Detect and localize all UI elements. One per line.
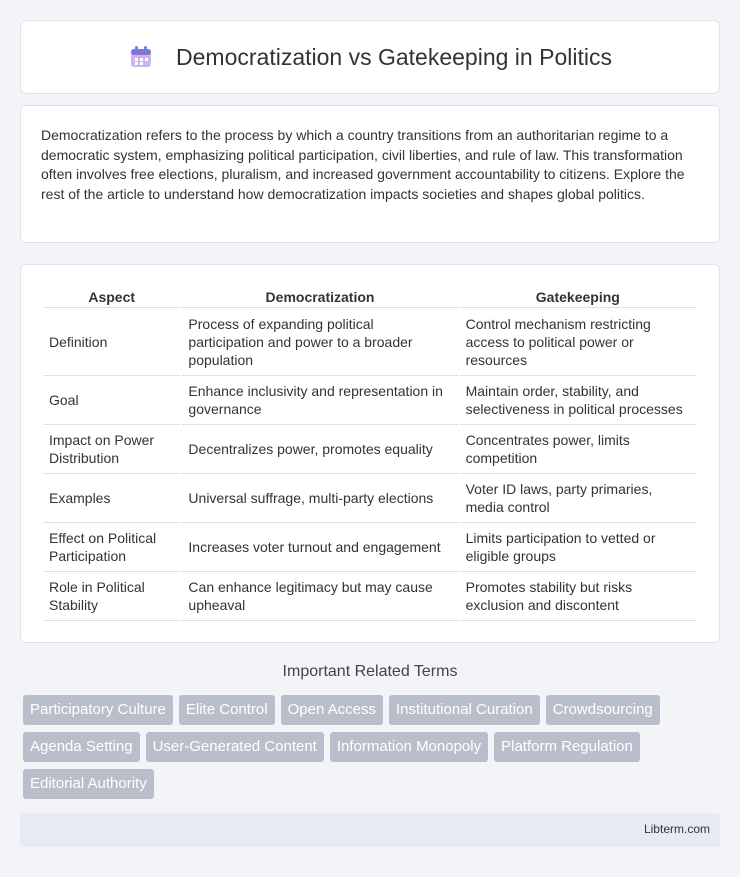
intro-text: Democratization refers to the process by which a country transitions from an authoritarian regime to a democratic system, emphasizing political participation, civil liberties, and rule of law. This transformation often involves free elections, pluralism, and increased government accountability to citizens. Explore the rest of the article to understand how democratization impacts societies and shapes global politics. (41, 127, 685, 202)
cell-aspect: Role in Political Stability (43, 572, 180, 621)
table-row (43, 572, 696, 621)
page-title: Democratization vs Gatekeeping in Politics (176, 43, 612, 70)
cell-gatekeeping: Concentrates power, limits competition (460, 425, 696, 474)
header-democratization: Democratization (182, 285, 457, 308)
cell-democratization: Decentralizes power, promotes equality (182, 425, 457, 474)
table-row (43, 523, 696, 572)
tag-editorial-authority[interactable]: Editorial Authority (23, 769, 154, 799)
cell-democratization: Increases voter turnout and engagement (182, 523, 457, 572)
cell-aspect: Goal (43, 376, 180, 425)
tag-agenda-setting[interactable]: Agenda Setting (23, 732, 140, 762)
table-row (43, 308, 696, 376)
comparison-table-card (20, 264, 720, 643)
cell-aspect: Examples (43, 474, 180, 523)
tag-open-access[interactable]: Open Access (281, 695, 383, 725)
table-row (43, 425, 696, 474)
tag-information-monopoly[interactable]: Information Monopoly (330, 732, 488, 762)
related-terms-title: Important Related Terms (282, 663, 458, 680)
cell-gatekeeping: Maintain order, stability, and selectiveness in political processes (460, 376, 696, 425)
header-gatekeeping: Gatekeeping (460, 285, 696, 308)
cell-aspect: Definition (43, 308, 180, 376)
tag-institutional-curation[interactable]: Institutional Curation (389, 695, 540, 725)
related-terms-tags (23, 695, 723, 799)
table-row (43, 376, 696, 425)
intro-card (20, 105, 720, 243)
footer-link[interactable]: Libterm.com (643, 822, 710, 836)
comparison-table (41, 285, 698, 621)
cell-aspect: Effect on Political Participation (43, 523, 180, 572)
calendar-icon (128, 44, 154, 70)
cell-gatekeeping: Promotes stability but risks exclusion and discontent (460, 572, 696, 621)
cell-democratization: Can enhance legitimacy but may cause upheaval (182, 572, 457, 621)
cell-aspect: Impact on Power Distribution (43, 425, 180, 474)
cell-democratization: Process of expanding political participation and power to a broader population (182, 308, 457, 376)
tag-elite-control[interactable]: Elite Control (179, 695, 275, 725)
header-aspect: Aspect (43, 285, 180, 308)
tag-user-generated-content[interactable]: User-Generated Content (146, 732, 324, 762)
table-row (43, 474, 696, 523)
cell-gatekeeping: Control mechanism restricting access to political power or resources (460, 308, 696, 376)
tag-participatory-culture[interactable]: Participatory Culture (23, 695, 173, 725)
table-header-row (43, 285, 696, 308)
tag-platform-regulation[interactable]: Platform Regulation (494, 732, 640, 762)
cell-democratization: Universal suffrage, multi-party elections (182, 474, 457, 523)
cell-democratization: Enhance inclusivity and representation in governance (182, 376, 457, 425)
cell-gatekeeping: Voter ID laws, party primaries, media control (460, 474, 696, 523)
cell-gatekeeping: Limits participation to vetted or eligible groups (460, 523, 696, 572)
footer (20, 813, 720, 847)
header-card (20, 20, 720, 94)
tag-crowdsourcing[interactable]: Crowdsourcing (546, 695, 660, 725)
